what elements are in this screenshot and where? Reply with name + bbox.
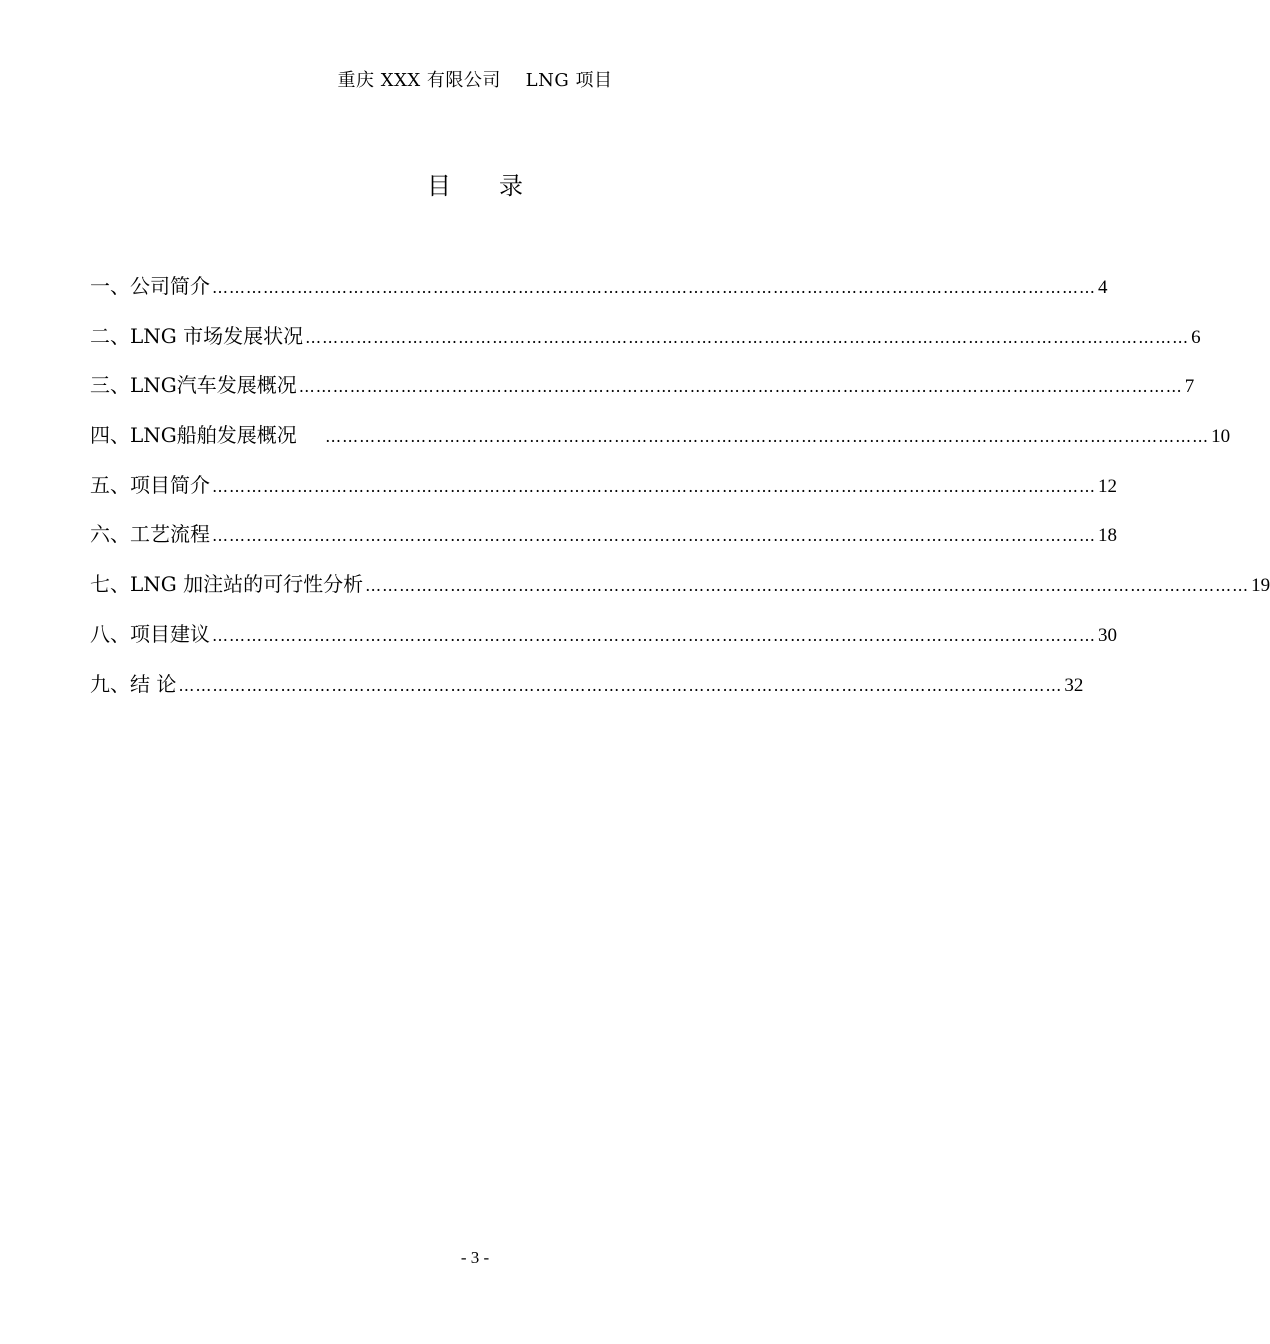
toc-entry-label: 三、LNG汽车发展概况 <box>90 373 297 398</box>
toc-leader-dots: ………………………………………………………………………………………………………………………………………… <box>212 625 1096 645</box>
toc-entry-page: 19 <box>1251 575 1270 597</box>
toc-entry-page: 12 <box>1098 475 1117 497</box>
toc-entry-2[interactable] <box>90 320 1201 370</box>
toc-entry-6[interactable] <box>90 518 1117 568</box>
toc-entry-5[interactable] <box>90 469 1117 519</box>
toc-entry-3[interactable] <box>90 369 1195 419</box>
toc-entry-label: 二、LNG 市场发展状况 <box>90 323 304 348</box>
toc-leader-dots: ………………………………………………………………………………………………………………………………………… <box>178 675 1063 695</box>
toc-entry-label: 八、项目建议 <box>90 621 210 646</box>
toc-entry-page: 10 <box>1211 426 1231 448</box>
page-number: - 3 - <box>460 1248 490 1267</box>
toc-entry-page: 18 <box>1098 525 1117 547</box>
toc-entry-8[interactable] <box>90 618 1117 668</box>
toc-leader-dots: ………………………………………………………………………………………………………………………………………… <box>298 377 1183 397</box>
toc-entry-9[interactable] <box>90 668 1084 718</box>
toc-entry-label: 七、LNG 加注站的可行性分析 <box>90 572 364 597</box>
toc-title <box>0 166 950 201</box>
toc-entry-7[interactable] <box>90 568 1270 618</box>
table-of-contents <box>90 270 1270 717</box>
toc-entry-1[interactable] <box>90 270 1108 320</box>
toc-entry-page: 30 <box>1098 624 1117 646</box>
toc-leader-dots: ………………………………………………………………………………………………………………………………………… <box>325 427 1210 447</box>
toc-entry-label: 六、工艺流程 <box>90 522 210 547</box>
toc-leader-dots: ………………………………………………………………………………………………………………………………………… <box>212 476 1096 496</box>
toc-entry-page: 32 <box>1064 674 1084 696</box>
toc-entry-label: 五、项目简介 <box>90 472 210 497</box>
toc-entry-page: 4 <box>1098 277 1108 298</box>
toc-entry-page: 6 <box>1191 326 1201 348</box>
toc-entry-4[interactable] <box>90 419 1231 469</box>
toc-title-char-1: 目 <box>427 172 451 200</box>
page-header: 重庆 XXX 有限公司 LNG 项目 <box>337 70 613 91</box>
toc-leader-dots: ………………………………………………………………………………………………………………………………………… <box>212 526 1096 546</box>
toc-leader-dots: ………………………………………………………………………………………………………………………………………… <box>212 278 1096 297</box>
toc-leader-dots: ………………………………………………………………………………………………………………………………………… <box>365 576 1250 596</box>
toc-leader-dots: ………………………………………………………………………………………………………………………………………… <box>305 327 1190 347</box>
toc-title-char-2: 录 <box>499 172 523 200</box>
toc-entry-label: 四、LNG船舶发展概况 <box>90 423 324 448</box>
toc-entry-page: 7 <box>1184 376 1195 398</box>
toc-entry-label: 九、结 论 <box>90 671 177 696</box>
toc-entry-label: 一、公司简介 <box>90 274 210 298</box>
